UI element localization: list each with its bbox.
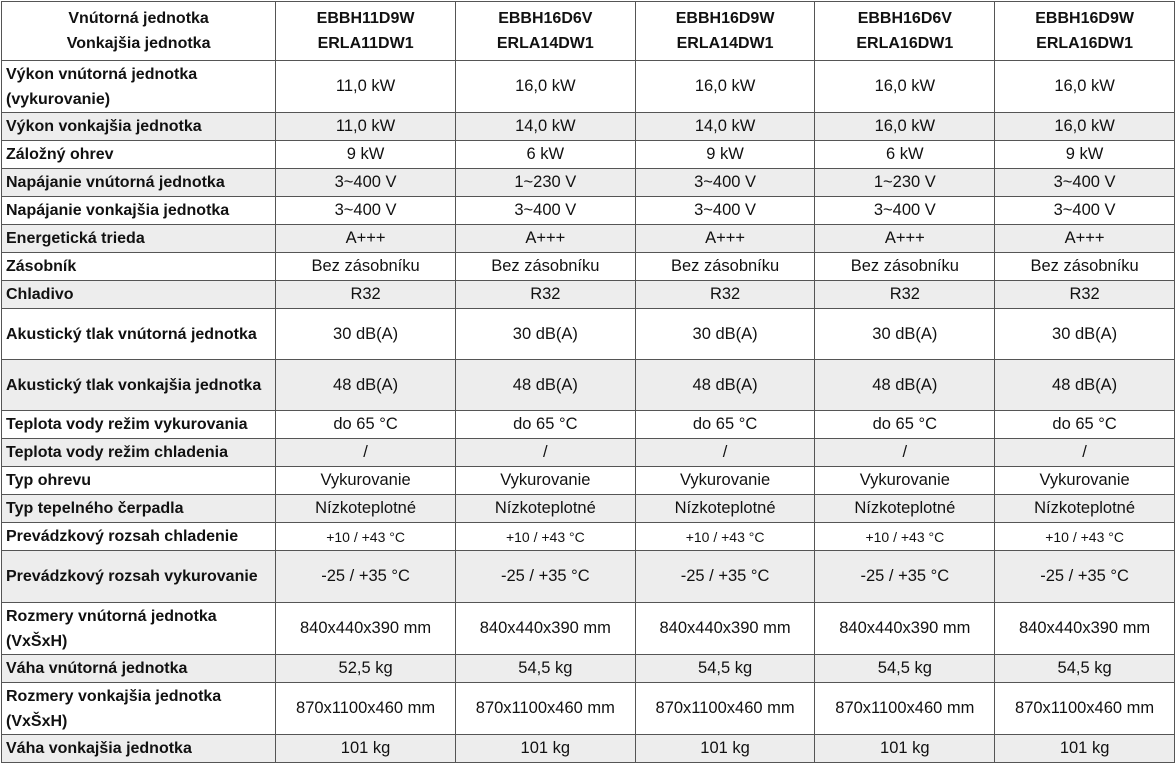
- row-value-cell: -25 / +35 °C: [276, 551, 456, 603]
- row-value-cell: -25 / +35 °C: [455, 551, 635, 603]
- row-value-cell: -25 / +35 °C: [635, 551, 815, 603]
- row-value-cell: Bez zásobníku: [455, 253, 635, 281]
- row-value-cell: 54,5 kg: [815, 655, 995, 683]
- row-value-cell: Nízkoteplotné: [995, 495, 1175, 523]
- row-label: Rozmery vnútorná jednotka (VxŠxH): [2, 603, 276, 655]
- model-outdoor-name: ERLA14DW1: [676, 35, 774, 52]
- row-value-cell: R32: [276, 281, 456, 309]
- row-label: Akustický tlak vnútorná jednotka: [2, 309, 276, 360]
- row-value-cell: 870x1100x460 mm: [815, 683, 995, 735]
- row-value-cell: 870x1100x460 mm: [995, 683, 1175, 735]
- row-value-cell: do 65 °C: [455, 411, 635, 439]
- row-value-cell: do 65 °C: [635, 411, 815, 439]
- row-value-cell: A+++: [276, 225, 456, 253]
- row-value-cell: /: [995, 439, 1175, 467]
- row-value-cell: 840x440x390 mm: [455, 603, 635, 655]
- row-label: Zásobník: [2, 253, 276, 281]
- row-value-cell: 3~400 V: [815, 197, 995, 225]
- row-value-cell: Nízkoteplotné: [635, 495, 815, 523]
- row-value-cell: 101 kg: [276, 735, 456, 763]
- row-value-cell: 1~230 V: [815, 169, 995, 197]
- table-row: [2, 467, 1175, 495]
- row-value-cell: 54,5 kg: [635, 655, 815, 683]
- model-header-2: [455, 2, 635, 61]
- row-value-cell: 101 kg: [815, 735, 995, 763]
- row-label: Váha vonkajšia jednotka: [2, 735, 276, 763]
- table-row: [2, 141, 1175, 169]
- row-value-cell: 30 dB(A): [815, 309, 995, 360]
- row-value-cell: Vykurovanie: [995, 467, 1175, 495]
- table-row: [2, 169, 1175, 197]
- row-label: Teplota vody režim vykurovania: [2, 411, 276, 439]
- row-value-cell: -25 / +35 °C: [815, 551, 995, 603]
- row-value-cell: +10 / +43 °C: [635, 523, 815, 551]
- row-value-cell: 840x440x390 mm: [276, 603, 456, 655]
- table-row: [2, 411, 1175, 439]
- table-row: [2, 603, 1175, 655]
- row-value-cell: do 65 °C: [815, 411, 995, 439]
- table-row: [2, 253, 1175, 281]
- row-value-cell: R32: [455, 281, 635, 309]
- header-row: [2, 2, 1175, 61]
- row-value-cell: 101 kg: [635, 735, 815, 763]
- row-value-cell: 870x1100x460 mm: [455, 683, 635, 735]
- model-indoor-name: EBBH16D9W: [1035, 10, 1134, 27]
- row-value-cell: 1~230 V: [455, 169, 635, 197]
- row-value-cell: 16,0 kW: [635, 61, 815, 113]
- header-label-outdoor: Vonkajšia jednotka: [66, 35, 211, 52]
- model-header-1: [276, 2, 456, 61]
- row-value-cell: do 65 °C: [995, 411, 1175, 439]
- model-header-3: [635, 2, 815, 61]
- row-value-cell: 840x440x390 mm: [815, 603, 995, 655]
- row-label: Teplota vody režim chladenia: [2, 439, 276, 467]
- row-value-cell: 3~400 V: [276, 197, 456, 225]
- row-value-cell: R32: [635, 281, 815, 309]
- row-value-cell: 9 kW: [995, 141, 1175, 169]
- row-value-cell: Bez zásobníku: [995, 253, 1175, 281]
- row-value-cell: 101 kg: [995, 735, 1175, 763]
- table-row: [2, 551, 1175, 603]
- row-value-cell: 30 dB(A): [635, 309, 815, 360]
- row-value-cell: A+++: [995, 225, 1175, 253]
- row-label: Prevádzkový rozsah chladenie: [2, 523, 276, 551]
- row-value-cell: R32: [995, 281, 1175, 309]
- row-value-cell: 9 kW: [276, 141, 456, 169]
- row-label: Rozmery vonkajšia jednotka (VxŠxH): [2, 683, 276, 735]
- row-value-cell: /: [455, 439, 635, 467]
- row-value-cell: 3~400 V: [635, 169, 815, 197]
- table-row: [2, 655, 1175, 683]
- model-outdoor-name: ERLA16DW1: [1036, 35, 1134, 52]
- model-indoor-name: EBBH16D6V: [857, 10, 952, 27]
- model-outdoor-name: ERLA11DW1: [317, 35, 414, 52]
- row-value-cell: do 65 °C: [276, 411, 456, 439]
- model-outdoor-name: ERLA14DW1: [496, 35, 594, 52]
- row-value-cell: /: [815, 439, 995, 467]
- row-value-cell: 3~400 V: [995, 197, 1175, 225]
- row-value-cell: 870x1100x460 mm: [276, 683, 456, 735]
- row-value-cell: /: [276, 439, 456, 467]
- row-value-cell: +10 / +43 °C: [455, 523, 635, 551]
- table-row: [2, 360, 1175, 411]
- table-row: [2, 281, 1175, 309]
- spec-table-body: [2, 61, 1175, 763]
- row-value-cell: 30 dB(A): [455, 309, 635, 360]
- table-row: [2, 309, 1175, 360]
- row-value-cell: 3~400 V: [455, 197, 635, 225]
- row-value-cell: A+++: [815, 225, 995, 253]
- row-label: Typ tepelného čerpadla: [2, 495, 276, 523]
- row-value-cell: -25 / +35 °C: [995, 551, 1175, 603]
- model-header-4: [815, 2, 995, 61]
- row-value-cell: 48 dB(A): [815, 360, 995, 411]
- model-header-5: [995, 2, 1175, 61]
- row-value-cell: 14,0 kW: [455, 113, 635, 141]
- row-label: Váha vnútorná jednotka: [2, 655, 276, 683]
- row-value-cell: 3~400 V: [635, 197, 815, 225]
- row-value-cell: 870x1100x460 mm: [635, 683, 815, 735]
- row-value-cell: 16,0 kW: [995, 113, 1175, 141]
- model-indoor-name: EBBH16D6V: [498, 10, 593, 27]
- row-label: Energetická trieda: [2, 225, 276, 253]
- row-value-cell: 3~400 V: [276, 169, 456, 197]
- row-label: Výkon vonkajšia jednotka: [2, 113, 276, 141]
- row-value-cell: 9 kW: [635, 141, 815, 169]
- row-value-cell: Vykurovanie: [276, 467, 456, 495]
- row-label: Akustický tlak vonkajšia jednotka: [2, 360, 276, 411]
- row-value-cell: 30 dB(A): [995, 309, 1175, 360]
- row-value-cell: Bez zásobníku: [276, 253, 456, 281]
- row-value-cell: 16,0 kW: [995, 61, 1175, 113]
- row-value-cell: 16,0 kW: [815, 113, 995, 141]
- row-label: Chladivo: [2, 281, 276, 309]
- row-value-cell: 48 dB(A): [995, 360, 1175, 411]
- row-value-cell: Bez zásobníku: [815, 253, 995, 281]
- row-value-cell: A+++: [455, 225, 635, 253]
- row-value-cell: 3~400 V: [995, 169, 1175, 197]
- table-row: [2, 439, 1175, 467]
- row-value-cell: 101 kg: [455, 735, 635, 763]
- row-value-cell: Vykurovanie: [635, 467, 815, 495]
- row-value-cell: 52,5 kg: [276, 655, 456, 683]
- row-value-cell: 6 kW: [455, 141, 635, 169]
- header-label-cell: [2, 2, 276, 61]
- row-label: Výkon vnútorná jednotka (vykurovanie): [2, 61, 276, 113]
- table-row: [2, 61, 1175, 113]
- row-value-cell: 14,0 kW: [635, 113, 815, 141]
- row-value-cell: 840x440x390 mm: [635, 603, 815, 655]
- row-value-cell: 16,0 kW: [455, 61, 635, 113]
- row-value-cell: +10 / +43 °C: [815, 523, 995, 551]
- row-value-cell: 54,5 kg: [455, 655, 635, 683]
- row-value-cell: 840x440x390 mm: [995, 603, 1175, 655]
- table-row: [2, 523, 1175, 551]
- row-value-cell: Vykurovanie: [815, 467, 995, 495]
- row-value-cell: 11,0 kW: [276, 113, 456, 141]
- row-value-cell: Nízkoteplotné: [455, 495, 635, 523]
- table-row: [2, 197, 1175, 225]
- row-value-cell: A+++: [635, 225, 815, 253]
- row-value-cell: 54,5 kg: [995, 655, 1175, 683]
- row-value-cell: +10 / +43 °C: [995, 523, 1175, 551]
- row-value-cell: +10 / +43 °C: [276, 523, 456, 551]
- row-label: Prevádzkový rozsah vykurovanie: [2, 551, 276, 603]
- header-label-indoor: Vnútorná jednotka: [68, 10, 209, 27]
- model-indoor-name: EBBH11D9W: [316, 10, 415, 27]
- row-label: Záložný ohrev: [2, 141, 276, 169]
- table-row: [2, 735, 1175, 763]
- row-value-cell: 16,0 kW: [815, 61, 995, 113]
- row-label: Napájanie vnútorná jednotka: [2, 169, 276, 197]
- row-value-cell: /: [635, 439, 815, 467]
- row-value-cell: Nízkoteplotné: [815, 495, 995, 523]
- row-value-cell: Vykurovanie: [455, 467, 635, 495]
- row-value-cell: Bez zásobníku: [635, 253, 815, 281]
- row-value-cell: 11,0 kW: [276, 61, 456, 113]
- table-row: [2, 113, 1175, 141]
- table-row: [2, 225, 1175, 253]
- row-value-cell: 48 dB(A): [635, 360, 815, 411]
- table-row: [2, 683, 1175, 735]
- model-indoor-name: EBBH16D9W: [675, 10, 775, 27]
- row-value-cell: 6 kW: [815, 141, 995, 169]
- table-row: [2, 495, 1175, 523]
- row-value-cell: 30 dB(A): [276, 309, 456, 360]
- row-value-cell: 48 dB(A): [276, 360, 456, 411]
- row-label: Typ ohrevu: [2, 467, 276, 495]
- spec-table: [1, 1, 1175, 763]
- model-outdoor-name: ERLA16DW1: [856, 35, 954, 52]
- row-label: Napájanie vonkajšia jednotka: [2, 197, 276, 225]
- row-value-cell: R32: [815, 281, 995, 309]
- row-value-cell: Nízkoteplotné: [276, 495, 456, 523]
- row-value-cell: 48 dB(A): [455, 360, 635, 411]
